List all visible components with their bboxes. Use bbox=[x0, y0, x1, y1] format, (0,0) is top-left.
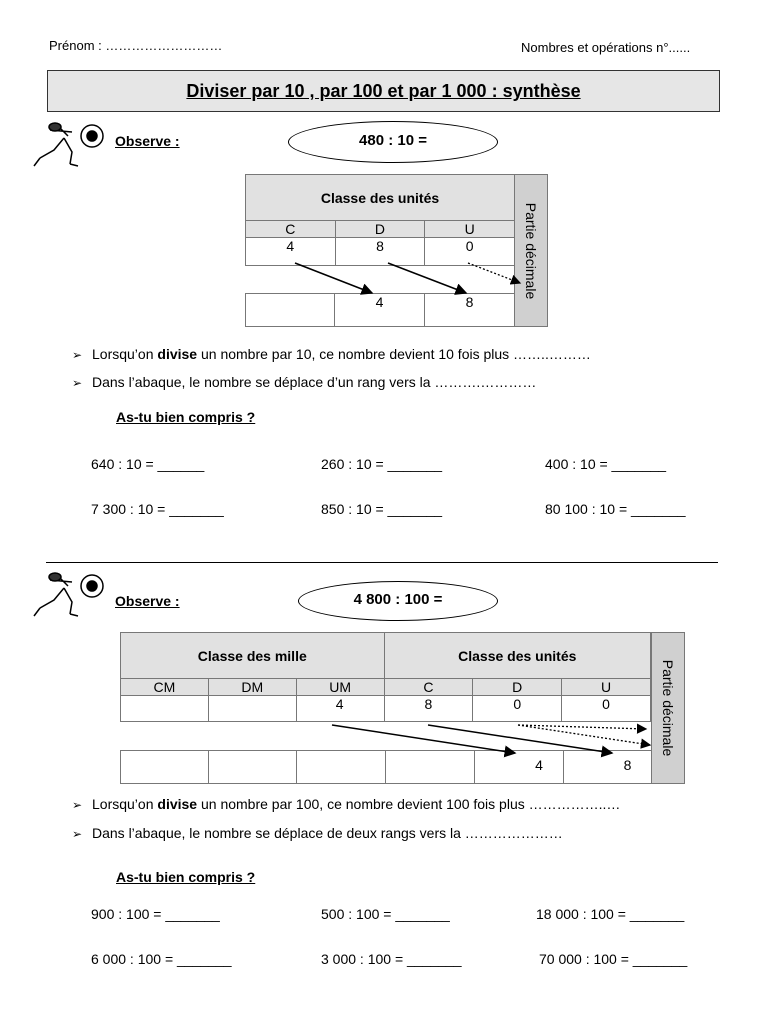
abaque-unites bbox=[245, 174, 515, 266]
bullet-text: un nombre par 10, ce nombre devient 10 fois plus ……..……… bbox=[197, 346, 591, 362]
detective-icon bbox=[30, 118, 110, 170]
result-cell: 8 bbox=[563, 750, 652, 784]
col-header: D bbox=[473, 679, 562, 696]
bullet-bold: divise bbox=[157, 796, 198, 812]
col-header: C bbox=[384, 679, 473, 696]
digit-cell: 8 bbox=[384, 696, 473, 722]
digit-cell: 0 bbox=[425, 238, 515, 266]
decimal-label: Partie décimale bbox=[660, 659, 676, 757]
prenom-label: Prénom : ……………………… bbox=[49, 38, 223, 53]
section-divider bbox=[46, 562, 718, 563]
operation-text: 4 800 : 100 = bbox=[353, 591, 443, 608]
class-mille-label: Classe des mille bbox=[121, 633, 385, 679]
col-header: U bbox=[425, 221, 515, 238]
exercise[interactable]: 260 : 10 = _______ bbox=[321, 456, 443, 472]
digit-cell bbox=[121, 696, 209, 722]
col-header: DM bbox=[208, 679, 296, 696]
observe-label: Observe : bbox=[115, 593, 180, 609]
bullet-text: Dans l’abaque, le nombre se déplace de deux rangs vers la ………………… bbox=[92, 825, 563, 841]
col-header: C bbox=[246, 221, 336, 238]
bullet-1: ➢ Lorsqu’on divise un nombre par 100, ce nombre devient 100 fois plus ……………..… bbox=[72, 796, 621, 812]
series-label: Nombres et opérations n°...... bbox=[521, 40, 691, 55]
digit-cell: 0 bbox=[562, 696, 651, 722]
digit-cell bbox=[208, 696, 296, 722]
check-title: As-tu bien compris ? bbox=[116, 409, 256, 425]
class-unites-label: Classe des unités bbox=[384, 633, 650, 679]
exercise[interactable]: 900 : 100 = _______ bbox=[91, 906, 220, 922]
bullet-1: ➢ Lorsqu’on divise un nombre par 10, ce nombre devient 10 fois plus ……..……… bbox=[72, 346, 591, 362]
exercise[interactable]: 400 : 10 = _______ bbox=[545, 456, 667, 472]
result-cell: 8 bbox=[424, 293, 515, 327]
bullet-text: Lorsqu’on bbox=[92, 346, 158, 362]
bullet-text: Lorsqu’on bbox=[92, 796, 158, 812]
class-label: Classe des unités bbox=[246, 175, 515, 221]
bullet-2: ➢ Dans l’abaque, le nombre se déplace d’un rang vers la ……….………… bbox=[72, 374, 537, 390]
bullet-bold: divise bbox=[157, 346, 198, 362]
result-cell: 4 bbox=[334, 293, 425, 327]
exercise[interactable]: 7 300 : 10 = _______ bbox=[91, 501, 224, 517]
col-header: UM bbox=[296, 679, 384, 696]
result-cell: 4 bbox=[474, 750, 564, 784]
exercise[interactable]: 70 000 : 100 = _______ bbox=[539, 951, 688, 967]
bullet-text: Dans l’abaque, le nombre se déplace d’un rang vers la ……….………… bbox=[92, 374, 537, 390]
bullet-2: ➢ Dans l’abaque, le nombre se déplace de deux rangs vers la ………………… bbox=[72, 825, 563, 841]
abaque-mille-unites bbox=[120, 632, 651, 722]
exercise[interactable]: 18 000 : 100 = _______ bbox=[536, 906, 685, 922]
exercise[interactable]: 3 000 : 100 = _______ bbox=[321, 951, 462, 967]
shift-arrows bbox=[240, 255, 530, 305]
decimal-label: Partie décimale bbox=[523, 202, 539, 299]
operation-oval bbox=[288, 121, 498, 163]
digit-cell: 8 bbox=[335, 238, 425, 266]
operation-oval bbox=[298, 581, 498, 621]
digit-cell: 4 bbox=[246, 238, 336, 266]
bullet-text: un nombre par 100, ce nombre devient 100 fois plus ……………..… bbox=[197, 796, 621, 812]
col-header: CM bbox=[121, 679, 209, 696]
digit-cell: 4 bbox=[296, 696, 384, 722]
exercise[interactable]: 6 000 : 100 = _______ bbox=[91, 951, 232, 967]
exercise[interactable]: 640 : 10 = ______ bbox=[91, 456, 205, 472]
operation-text: 480 : 10 = bbox=[359, 132, 427, 149]
shift-arrows bbox=[320, 715, 685, 765]
check-title: As-tu bien compris ? bbox=[116, 869, 256, 885]
digit-cell: 0 bbox=[473, 696, 562, 722]
col-header: U bbox=[562, 679, 651, 696]
title-box bbox=[47, 70, 720, 112]
exercise[interactable]: 80 100 : 10 = _______ bbox=[545, 501, 686, 517]
result-cell bbox=[208, 750, 297, 784]
page-title: Diviser par 10 , par 100 et par 1 000 : synthèse bbox=[186, 81, 581, 101]
observe-label: Observe : bbox=[115, 133, 180, 149]
exercise[interactable]: 500 : 100 = _______ bbox=[321, 906, 450, 922]
result-cell bbox=[120, 750, 209, 784]
detective-icon bbox=[30, 568, 110, 620]
col-header: D bbox=[335, 221, 425, 238]
exercise[interactable]: 850 : 10 = _______ bbox=[321, 501, 443, 517]
